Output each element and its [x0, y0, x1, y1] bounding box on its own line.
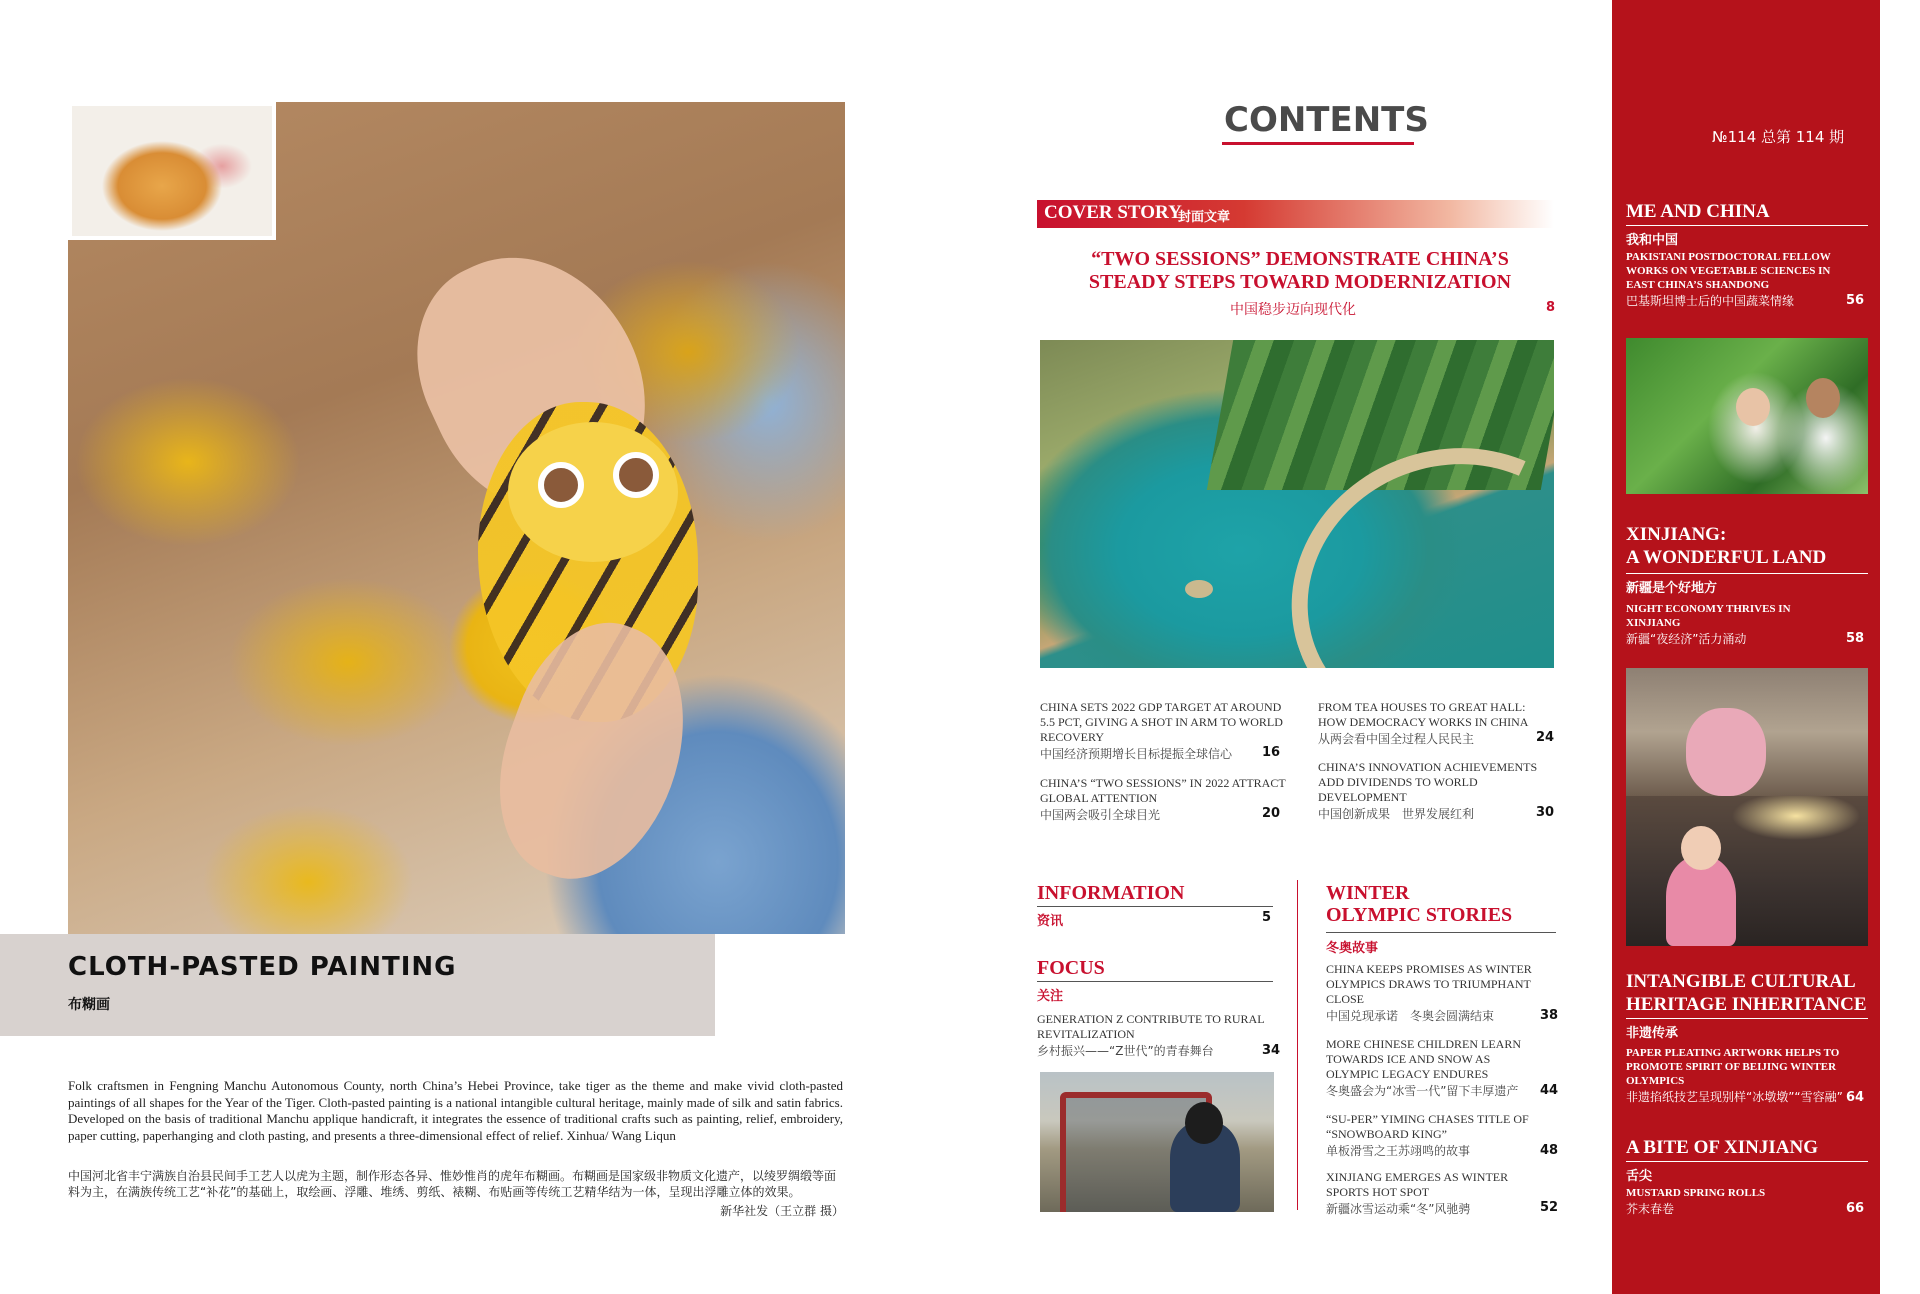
- article-entry[interactable]: [1326, 1112, 1536, 1159]
- sidebar-section-title-cn: 新疆是个好地方: [1626, 581, 1718, 596]
- section-rule: [1037, 906, 1273, 907]
- description-en: Folk craftsmen in Fengning Manchu Autonomous County, north China’s Hebei Province, take tiger as the theme and make vivid cloth-pasted paintings of all shapes for the Year of the Tiger. Cloth-pasted painting is a national intangible cultural heritage, mainly made of silk and satin fabrics. Developed on the basis of traditional Manchu applique handicraft, it integrates the essence of traditional crafts such as painting, relief, embroidery, paper cutting, paperhanging and cloth pasting, and presents a three-dimensional effect of relief. Xinhua/ Wang Liqun: [68, 1078, 843, 1143]
- page-number: 30: [1536, 805, 1555, 820]
- page-number: 38: [1540, 1008, 1559, 1023]
- aerial-lake-photo: [1040, 340, 1554, 668]
- sidebar-article-entry[interactable]: [1626, 602, 1806, 647]
- sidebar-article-entry[interactable]: [1626, 250, 1856, 309]
- page-number: 8: [1546, 300, 1556, 315]
- page-number: 58: [1846, 631, 1865, 646]
- tiger-face-shape: [508, 422, 678, 562]
- section-title-cn: 冬奥故事: [1326, 941, 1379, 956]
- article-title-cn: 乡村振兴——“Z世代”的青春舞台: [1037, 1044, 1214, 1058]
- article-title: CHINA’S “TWO SESSIONS” IN 2022 ATTRACT GLOBAL ATTENTION: [1040, 776, 1286, 805]
- sidebar-section-title[interactable]: ME AND CHINA: [1626, 201, 1770, 222]
- sidebar-section-title-cn: 非遗传承: [1626, 1026, 1679, 1041]
- sidebar-article-title: MUSTARD SPRING ROLLS: [1626, 1187, 1766, 1199]
- page-number: 66: [1846, 1201, 1865, 1216]
- section-rule: [1326, 932, 1556, 933]
- column-divider: [1297, 880, 1298, 1210]
- article-title-cn: 中国兑现承诺 冬奥会圆满结束: [1326, 1009, 1495, 1023]
- page-number: 64: [1846, 1090, 1865, 1105]
- scientist-face-shape: [1806, 378, 1840, 418]
- sidebar-article-title: PAPER PLEATING ARTWORK HELPS TO PROMOTE SPIRIT OF BEIJING WINTER OLYMPICS: [1626, 1047, 1840, 1087]
- cover-headline-line: STEADY STEPS TOWARD MODERNIZATION: [1088, 271, 1512, 293]
- page-number: 34: [1262, 1043, 1281, 1058]
- sidebar-section-title-line: INTANGIBLE CULTURAL: [1626, 971, 1856, 992]
- article-title-cn: 冬奥盛会为“冰雪一代”留下丰厚遗产: [1326, 1084, 1519, 1098]
- section-title-cn: 资讯: [1037, 914, 1064, 929]
- woman-head-shape: [1681, 826, 1721, 870]
- article-entry[interactable]: [1326, 962, 1536, 1024]
- lab-scientists-photo: [1626, 338, 1868, 494]
- night-market-photo: [1626, 668, 1868, 796]
- article-entry[interactable]: [1040, 700, 1290, 762]
- article-title: “SU-PER” YIMING CHASES TITLE OF “SNOWBOARD KING”: [1326, 1112, 1529, 1141]
- islet-shape: [1185, 580, 1213, 598]
- caption-box: [0, 934, 715, 1036]
- article-entry[interactable]: [1326, 1170, 1536, 1217]
- sidebar-article-title: PAKISTANI POSTDOCTORAL FELLOW WORKS ON VEGETABLE SCIENCES IN EAST CHINA’S SHANDONG: [1626, 251, 1831, 291]
- page-number: 5: [1262, 910, 1272, 925]
- tiger-eye-shape: [613, 452, 659, 498]
- sidebar-section-title[interactable]: A BITE OF XINJIANG: [1626, 1137, 1818, 1158]
- article-title: MORE CHINESE CHILDREN LEARN TOWARDS ICE AND SNOW AS OLYMPIC LEGACY ENDURES: [1326, 1037, 1521, 1081]
- article-title-cn: 从两会看中国全过程人民民主: [1318, 732, 1475, 746]
- sidebar-article-title-cn: 新疆“夜经济”活力涌动: [1626, 632, 1747, 646]
- issue-number: №114 总第 114 期: [1712, 128, 1845, 146]
- sidebar-article-title-cn: 非遗掐纸技艺呈现别样“冰墩墩”“雪容融”: [1626, 1090, 1843, 1104]
- article-entry[interactable]: [1040, 776, 1290, 823]
- sidebar-section-title-cn: 我和中国: [1626, 233, 1679, 248]
- page-number: 56: [1846, 293, 1865, 308]
- article-entry[interactable]: [1326, 1037, 1536, 1099]
- sidebar-rule: [1626, 1161, 1868, 1162]
- sidebar-section-title-line: A WONDERFUL LAND: [1626, 547, 1827, 568]
- tiger-painting-inset-photo: [68, 102, 276, 240]
- article-entry[interactable]: [1318, 700, 1554, 747]
- sidebar-rule: [1626, 225, 1868, 226]
- section-title-line: WINTER: [1326, 882, 1410, 904]
- child-shape: [1686, 708, 1766, 796]
- section-title-information[interactable]: INFORMATION: [1037, 882, 1185, 904]
- sidebar-article-title: NIGHT ECONOMY THRIVES IN XINJIANG: [1626, 603, 1791, 629]
- cover-story-label: COVER STORY: [1044, 202, 1182, 223]
- page-number: 24: [1536, 730, 1555, 745]
- sidebar-section-title-line: HERITAGE INHERITANCE: [1626, 994, 1867, 1015]
- sidebar-article-title-cn: 巴基斯坦博士后的中国蔬菜情缘: [1626, 294, 1795, 308]
- page-number: 44: [1540, 1083, 1559, 1098]
- section-title-cn: 关注: [1037, 989, 1064, 1004]
- sidebar-section-title[interactable]: [1626, 970, 1867, 1016]
- article-title-cn: 中国创新成果 世界发展红利: [1318, 807, 1475, 821]
- article-title: CHINA SETS 2022 GDP TARGET AT AROUND 5.5 PCT, GIVING A SHOT IN ARM TO WORLD RECOVERY: [1040, 700, 1283, 744]
- article-title: FROM TEA HOUSES TO GREAT HALL: HOW DEMOCRACY WORKS IN CHINA: [1318, 700, 1529, 729]
- description-cn: 中国河北省丰宁满族自治县民间手工艺人以虎为主题，制作形态各异、惟妙惟肖的虎年布糊画。布糊画是国家级非物质文化遗产，以绫罗绸缎等面料为主，在满族传统工艺“补花”的基础上，取绘画、浮雕、堆绣、剪纸、裱糊、布贴画等传统工艺精华结为一体，呈现出浮雕立体的效果。: [68, 1169, 837, 1199]
- page-number: 52: [1540, 1200, 1559, 1215]
- article-title-cn: 中国两会吸引全球目光: [1040, 808, 1161, 822]
- section-title-focus[interactable]: FOCUS: [1037, 957, 1105, 979]
- sidebar-article-entry[interactable]: [1626, 1186, 1826, 1217]
- photo-credit: 新华社发（王立群 摄）: [720, 1204, 844, 1218]
- cover-story-headline[interactable]: [1040, 248, 1560, 294]
- cover-story-label-cn: 封面文章: [1178, 210, 1231, 225]
- contents-underline: [1222, 142, 1414, 145]
- tiger-eye-shape: [538, 462, 584, 508]
- article-title: GENERATION Z CONTRIBUTE TO RURAL REVITALIZATION: [1037, 1012, 1265, 1041]
- page-number: 48: [1540, 1143, 1559, 1158]
- section-title-winter[interactable]: [1326, 882, 1512, 926]
- article-title-cn: 新疆冰雪运动乘“冬”风驰骋: [1326, 1202, 1471, 1216]
- restaurant-photo: [1626, 796, 1868, 946]
- sidebar-article-title-cn: 芥末春卷: [1626, 1202, 1675, 1216]
- driver-head-shape: [1185, 1102, 1223, 1144]
- sidebar-section-title-line: XINJIANG:: [1626, 524, 1727, 545]
- section-title-line: OLYMPIC STORIES: [1326, 904, 1513, 926]
- page-number: 16: [1262, 745, 1281, 760]
- tractor-driver-photo: [1040, 1072, 1274, 1212]
- article-entry[interactable]: [1037, 1012, 1277, 1059]
- sidebar-section-title-cn: 舌尖: [1626, 1169, 1653, 1184]
- cover-headline-line: “TWO SESSIONS” DEMONSTRATE CHINA’S: [1091, 248, 1509, 270]
- contents-heading: CONTENTS: [1224, 100, 1429, 140]
- article-title: CHINA’S INNOVATION ACHIEVEMENTS ADD DIVIDENDS TO WORLD DEVELOPMENT: [1318, 760, 1538, 804]
- article-title-cn: 中国经济预期增长目标提振全球信心: [1040, 747, 1233, 761]
- article-title-cn: 单板滑雪之王苏翊鸣的故事: [1326, 1144, 1471, 1158]
- scientist-face-shape: [1736, 388, 1770, 426]
- article-title: CHINA KEEPS PROMISES AS WINTER OLYMPICS DRAWS TO TRIUMPHANT CLOSE: [1326, 962, 1532, 1006]
- page-number: 20: [1262, 806, 1281, 821]
- caption-title: CLOTH-PASTED PAINTING: [68, 952, 457, 982]
- sidebar-rule: [1626, 1018, 1868, 1019]
- article-entry[interactable]: [1318, 760, 1554, 822]
- article-title: XINJIANG EMERGES AS WINTER SPORTS HOT SPOT: [1326, 1170, 1509, 1199]
- sidebar-rule: [1626, 573, 1868, 574]
- sidebar-article-entry[interactable]: [1626, 1046, 1846, 1105]
- caption-title-cn: 布糊画: [68, 997, 110, 1013]
- section-rule: [1037, 981, 1273, 982]
- sidebar-section-title[interactable]: [1626, 523, 1826, 569]
- cover-story-headline-cn: 中国稳步迈向现代化: [1230, 302, 1356, 318]
